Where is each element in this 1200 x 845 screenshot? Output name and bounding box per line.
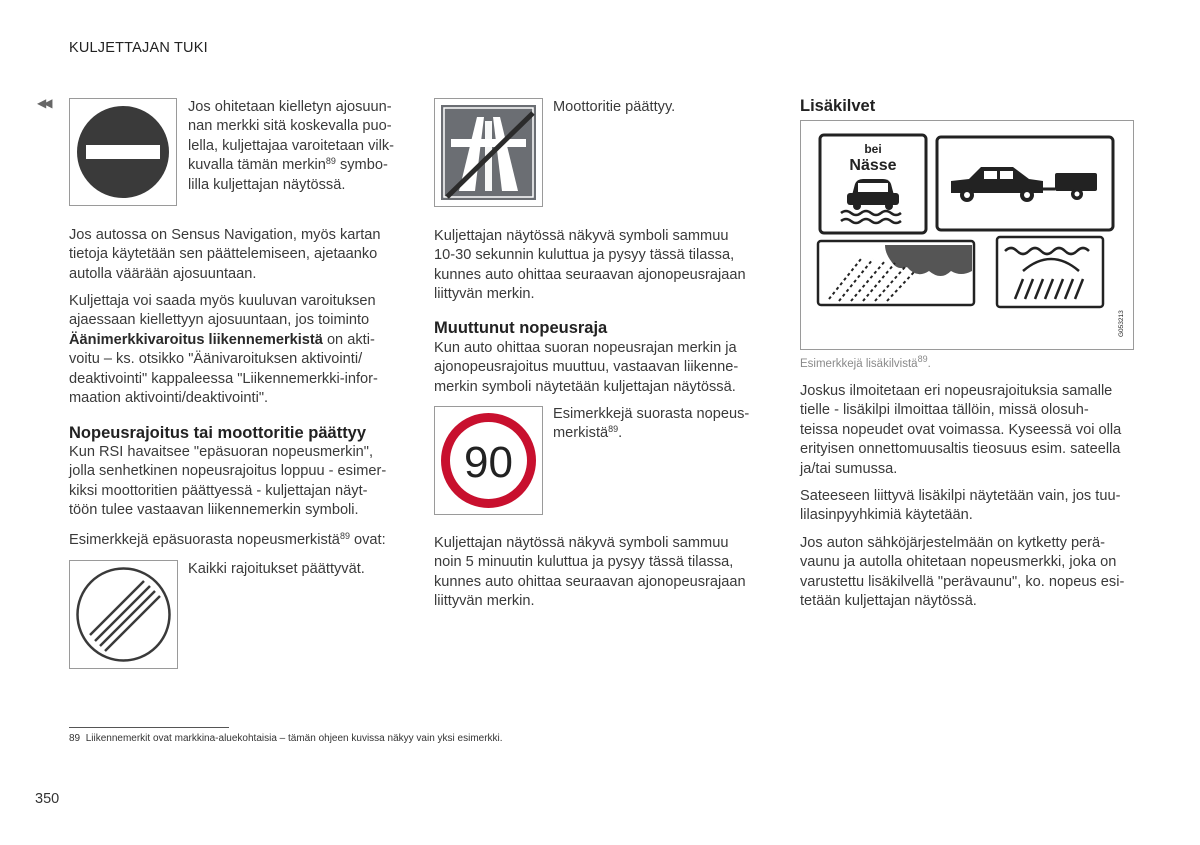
paragraph-conditions: Joskus ilmoitetaan eri nopeusrajoituksia samalle tielle - lisäkilpi ilmoittaa tällöin, missä olosuh- teissa nopeudet ovat voimassa. Kyseessä voi olla erityisen onnettomuusaltis tieosuus esim. sateella ja/tai sumussa.	[800, 383, 1122, 477]
setting-name: Äänimerkkivaroitus liikennemerkistä	[69, 331, 323, 348]
paragraph-sensus-navigation: Jos autossa on Sensus Navigation, myös kartan tietoja käytetään sen päättelemiseen, ajetaanko autolla väärään ajosuuntaan.	[69, 227, 381, 282]
additional-signs-image	[800, 120, 1134, 350]
paragraph-indirect-sign: Kun RSI havaitsee "epäsuoran nopeusmerkin", jolla senhetkinen nopeusrajoitus loppuu - esimer- kiksi moottoritien päättyessä - kuljettajan näyt- töön tulee vastaavan liikennemerkin symboli.	[69, 444, 387, 519]
end-all-restrictions-sign	[70, 561, 177, 668]
footnote-ref: 89	[917, 354, 928, 364]
no-entry-sign	[70, 99, 176, 205]
paragraph-audible-warning: Kuljettaja voi saada myös kuuluvan varoituksen ajaessaan kiellettyyn ajosuuntaan, jos toiminto Äänimerkkivaroitus liikennemerkistä on akti- voitu – ks. otsikko "Äänivaroituksen aktivointi/ deaktivointi" kappaleessa "Liikennemerkki-infor- maation aktivointi/deaktivointi".	[69, 293, 378, 407]
sign-text-nasse: Nässe	[849, 157, 897, 174]
page-header: KULJETTAJAN TUKI	[69, 40, 208, 56]
motorway-ends-sign-image	[434, 98, 543, 207]
end-all-restrictions-label: Kaikki rajoitukset päättyvät.	[188, 561, 365, 577]
no-entry-description: Jos ohitetaan kielletyn ajosuun- nan merkki sitä koskevalla puo- lella, kuljettajaa varoitetaan vilk- kuvalla tämän merkin$^{89}$ symbo- lilla kuljettajan näytössä.	[188, 99, 395, 193]
speed-limit-sign	[435, 407, 542, 514]
motorway-ends-sign	[435, 99, 542, 206]
figure-caption: Esimerkkejä lisäkilvistä$^{89}$.	[800, 354, 931, 370]
no-entry-sign-image	[69, 98, 177, 206]
footnote-ref: 89	[325, 156, 336, 167]
paragraph-direct-sign: Kun auto ohittaa suoran nopeusrajan merkin ja ajonopeusrajoitus muuttuu, vastaavan liikenne- merkin symboli näytetään kuljettajan näytössä.	[434, 340, 739, 395]
heading-changed-speed-limit: Muuttunut nopeusraja	[434, 319, 608, 337]
heading-speed-limit-ends: Nopeusrajoitus tai moottoritie päättyy	[69, 424, 367, 442]
end-all-restrictions-sign-image	[69, 560, 178, 669]
footnote-text: Liikennemerkit ovat markkina-aluekohtaisia – tämän ohjeen kuvissa näkyy vain yksi esimerkki.	[85, 733, 503, 744]
image-code: G053213	[1118, 310, 1125, 337]
footnote-ref: 89	[608, 424, 619, 435]
paragraph-symbol-off-10-30: Kuljettajan näytössä näkyvä symboli sammuu 10-30 sekunnin kuluttua ja pysyy tässä tilassa, kunnes auto ohittaa seuraavan ajonopeusrajaan liittyvän merkin.	[434, 228, 746, 303]
page-number: 350	[35, 791, 60, 807]
sign-text-bei: bei	[864, 142, 882, 156]
paragraph-rain-sign: Sateeseen liittyvä lisäkilpi näytetään vain, jos tuu- lilasinpyyhkimiä käytetään.	[800, 488, 1121, 524]
double-chevron-left-icon[interactable]: ◀◀	[37, 96, 50, 110]
paragraph-examples-indirect: Esimerkkejä epäsuorasta nopeusmerkistä$^{89}$ ovat:	[69, 531, 386, 548]
footnote-divider	[69, 727, 229, 728]
paragraph-symbol-off-5min: Kuljettajan näytössä näkyvä symboli sammuu noin 5 minuutin kuluttua ja pysyy tässä tilassa, kunnes auto ohittaa seuraavan ajonopeusrajaan liittyvän merkin.	[434, 535, 746, 610]
paragraph-trailer-sign: Jos auton sähköjärjestelmään on kytketty perä- vaunu ja autolla ohitetaan nopeusmerkki, joka on varustettu lisäkilvellä "perävaunu", ko. nopeus esi- tetään kuljettajan näytössä.	[800, 535, 1125, 610]
direct-sign-examples-label: Esimerkkejä suorasta nopeus- merkistä$^{89}$.	[553, 406, 750, 442]
motorway-ends-label: Moottoritie päättyy.	[553, 99, 676, 115]
footnote-ref: 89	[339, 531, 350, 541]
speed-limit-sign-image	[434, 406, 543, 515]
speed-limit-value: 90	[464, 438, 513, 487]
footnote	[69, 733, 503, 744]
footnote-number: 89	[69, 733, 81, 744]
additional-signs-illustration	[801, 121, 1133, 349]
heading-additional-signs: Lisäkilvet	[800, 97, 876, 115]
